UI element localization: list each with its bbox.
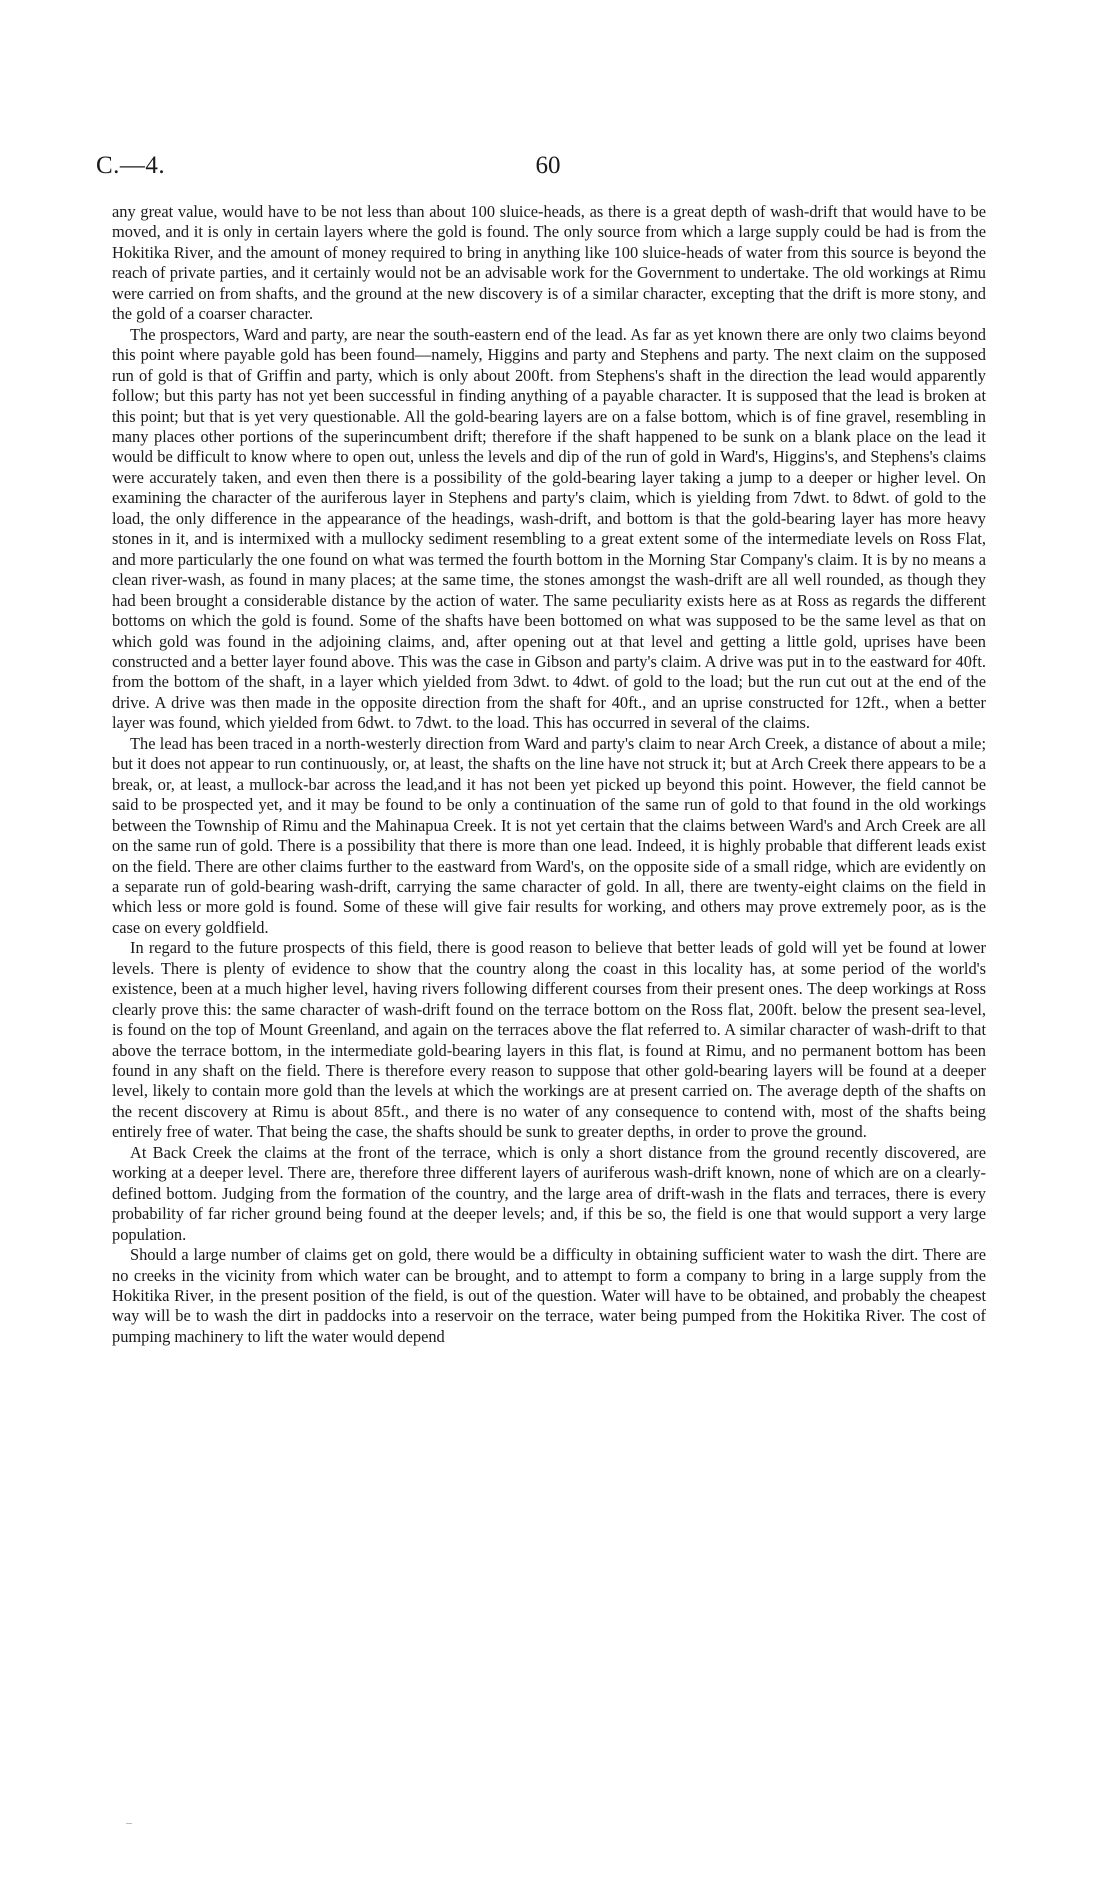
paragraph: At Back Creek the claims at the front of the terrace, which is only a short distance from the ground recently discovered, are working at a deeper level. There are, therefore three different layers of auriferous wash-drift known, none of which are on a clearly-defined bottom. Judging from the formation of the country, and the large area of drift-wash in the flats and terraces, there is every probability of far richer ground being found at the deeper levels; and, if this be so, the field is one that would support a very large population. [112,1142,986,1244]
paragraph: In regard to the future prospects of this field, there is good reason to believe that better leads of gold will yet be found at lower levels. There is plenty of evidence to show that the country along the coast in this locality has, at some period of the world's existence, been at a much higher level, having rivers following different courses from their present ones. The deep workings at Ross clearly prove this: the same character of wash-drift found on the terrace bottom on the Ross flat, 200ft. below the present sea-level, is found on the top of Mount Greenland, and again on the terraces above the flat referred to. A similar character of wash-drift to that above the terrace bottom, in the intermediate gold-bearing layers in this flat, is found at Rimu, and no permanent bottom has been found in any shaft on the field. There is therefore every reason to suppose that other gold-bearing layers will be found at a deeper level, likely to contain more gold than the levels at which the workings are at present carried on. The average depth of the shafts on the recent discovery at Rimu is about 85ft., and there is no water of any consequence to contend with, most of the shafts being entirely free of water. That being the case, the shafts should be sunk to greater depths, in order to prove the ground. [112,938,986,1142]
document-reference: C.—4. [96,152,166,179]
margin-mark [126,1823,132,1824]
paragraph: The lead has been traced in a north-westerly direction from Ward and party's claim to near Arch Creek, a distance of about a mile; but it does not appear to run continuously, or, at least, the shafts on the line have not struck it; but at Arch Creek there appears to be a break, or, at least, a mullock-bar across the lead,and it has not been yet picked up beyond this point. However, the field cannot be said to be prospected yet, and it may be found to be only a continuation of the same run of gold to that found in the old workings between the Township of Rimu and the Mahinapua Creek. It is not yet certain that the claims between Ward's and Arch Creek are all on the same run of gold. There is a possibility that there is more than one lead. Indeed, it is highly probable that different leads exist on the field. There are other claims further to the eastward from Ward's, on the opposite side of a small ridge, which are evidently on a separate run of gold-bearing wash-drift, carrying the same character of gold. In all, there are twenty-eight claims on the field in which less or more gold is found. Some of these will give fair results for working, and others may prove extremely poor, as is the case on every goldfield. [112,733,986,937]
paragraph: Should a large number of claims get on gold, there would be a difficulty in obtaining sufficient water to wash the dirt. There are no creeks in the vicinity from which water can be brought, and to attempt to form a company to bring in a large supply from the Hokitika River, in the present position of the field, is out of the question. Water will have to be obtained, and probably the cheapest way will be to wash the dirt in paddocks into a reservoir on the terrace, water being pumped from the Hokitika River. The cost of pumping machinery to lift the water would depend [112,1245,986,1346]
page-number: 60 [535,152,561,179]
body-text [112,202,986,1347]
paragraph: The prospectors, Ward and party, are near the south-eastern end of the lead. As far as yet known there are only two claims beyond this point where payable gold has been found—namely, Higgins and party and Stephens and party. The next claim on the supposed run of gold is that of Griffin and party, which is only about 200ft. from Stephens's shaft in the direction the lead would apparently follow; but this party has not yet been successful in finding anything of a payable character. It is supposed that the lead is broken at this point; but that is yet very questionable. All the gold-bearing layers are on a false bottom, which is of fine gravel, resembling in many places other portions of the superincumbent drift; therefore if the shaft happened to be sunk on a blank place on the lead it would be difficult to know where to open out, unless the levels and dip of the run of gold in Ward's, Higgins's, and Stephens's claims were accurately taken, and even then there is a possibility of the gold-bearing layer taking a jump to a deeper or higher level. On examining the character of the auriferous layer in Stephens and party's claim, which is yielding from 7dwt. to 8dwt. of gold to the load, the only difference in the appearance of the headings, wash-drift, and bottom is that the gold-bearing layer has more heavy stones in it, and is intermixed with a mullocky sediment resembling to a great extent some of the intermediate levels on Ross Flat, and more particularly the one found on what was termed the fourth bottom in the Morning Star Company's claim. It is by no means a clean river-wash, as found in many places; at the same time, the stones amongst the wash-drift are all well rounded, as though they had been brought a considerable distance by the action of water. The same peculiarity exists here as at Ross as regards the different bottoms on which the gold is found. Some of the shafts have been bottomed on what was supposed to be the same level as that on which gold was found in the adjoining claims, and, after opening out at that level and getting a little gold, uprises have been constructed and a better layer found above. This was the case in Gibson and party's claim. A drive was put in to the eastward for 40ft. from the bottom of the shaft, in a layer which yielded from 3dwt. to 4dwt. of gold to the load; but the run cut out at the end of the drive. A drive was then made in the opposite direction from the shaft for 40ft., and an uprise constructed for 12ft., when a better layer was found, which yielded from 6dwt. to 7dwt. to the load. This has occurred in several of the claims. [112,324,986,733]
paragraph: any great value, would have to be not less than about 100 sluice-heads, as there is a great depth of wash-drift that would have to be moved, and it is only in certain layers where the gold is found. The only source from which a large supply could be had is from the Hokitika River, and the amount of money required to bring in anything like 100 sluice-heads of water from this source is beyond the reach of private parties, and it certainly would not be an advisable work for the Government to undertake. The old workings at Rimu were carried on from shafts, and the ground at the new discovery is of a similar character, excepting that the drift is more stony, and the gold of a coarser character. [112,202,986,324]
page-header [96,152,1000,184]
